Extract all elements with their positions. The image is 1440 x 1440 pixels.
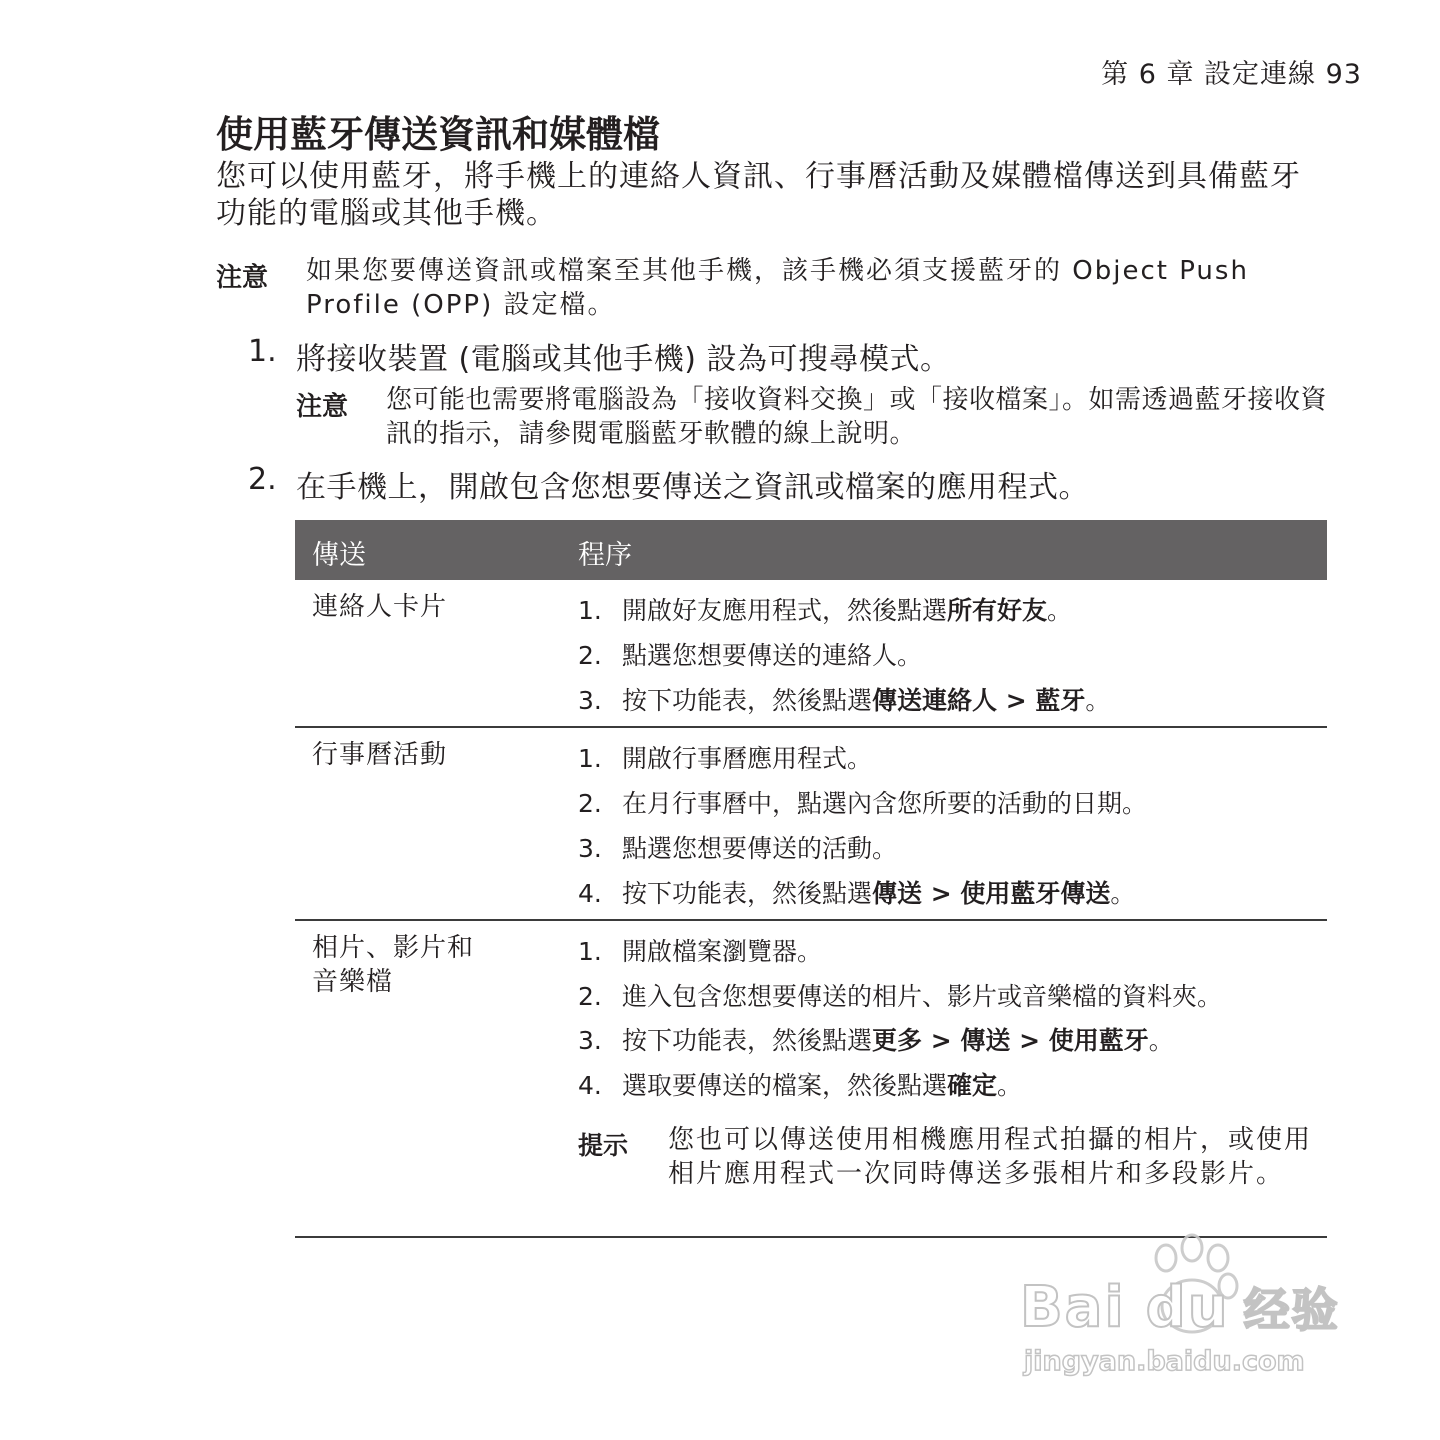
column-header-procedure: 程序 [578,540,632,571]
table-row [295,580,1327,728]
note-label: 注意 [296,392,349,422]
note-text: 您可能也需要將電腦設為「接收資料交換」或「接收檔案」。如需透過藍牙接收資訊的指示，請參閱電腦藍牙軟體的線上說明。 [386,385,1328,449]
row-category: 連絡人卡片 [312,592,448,622]
send-procedure-table [295,520,1327,1238]
column-header-send: 傳送 [312,540,366,571]
procedure-step: 2. 進入包含您想要傳送的相片、影片或音樂檔的資料夾。 [578,982,1223,1011]
procedure-step: 1. 開啟檔案瀏覽器。 [578,937,823,966]
procedure-step: 4. 按下功能表，然後點選傳送 > 使用藍牙傳送。 [578,879,1136,908]
note-text: 如果您要傳送資訊或檔案至其他手機，該手機必須支援藍牙的 Object Push Profile (OPP) 設定檔。 [306,256,1249,320]
table-row [295,921,1327,1238]
section-title: 使用藍牙傳送資訊和媒體檔 [216,113,660,156]
watermark-url: jingyan.baidu.com [1024,1346,1305,1377]
procedure-step: 2. 點選您想要傳送的連絡人。 [578,641,923,670]
row-category: 相片、影片和音樂檔 [312,933,475,997]
procedure-step: 3. 按下功能表，然後點選傳送連絡人 > 藍牙。 [578,686,1111,715]
baidu-jingyan-watermark [1020,1228,1360,1388]
table-row [295,728,1327,921]
table-header [295,520,1327,580]
watermark-brand-du: du [1145,1275,1230,1340]
watermark-cn: 经验 [1243,1283,1340,1337]
tip-label: 提示 [578,1131,629,1160]
step-text: 將接收裝置 (電腦或其他手機) 設為可搜尋模式。 [296,342,951,377]
row-category: 行事曆活動 [312,740,448,770]
procedure-step: 2. 在月行事曆中，點選內含您所要的活動的日期。 [578,789,1148,818]
procedure-step: 4. 選取要傳送的檔案，然後點選確定。 [578,1071,1023,1100]
procedure-step: 1. 開啟行事曆應用程式。 [578,744,873,773]
tip-text: 您也可以傳送使用相機應用程式拍攝的相片，或使用相片應用程式一次同時傳送多張相片和多段影片。 [668,1125,1313,1189]
watermark-brand: Bai [1020,1275,1126,1340]
procedure-step: 3. 點選您想要傳送的活動。 [578,834,898,863]
procedure-step: 3. 按下功能表，然後點選更多 > 傳送 > 使用藍牙。 [578,1026,1174,1055]
step-number: 1. [248,334,277,369]
procedure-step: 1. 開啟好友應用程式，然後點選所有好友。 [578,596,1073,625]
step-number: 2. [248,462,277,497]
intro-paragraph: 您可以使用藍牙，將手機上的連絡人資訊、行事曆活動及媒體檔傳送到具備藍牙功能的電腦或其他手機。 [216,159,1301,231]
step-text: 在手機上，開啟包含您想要傳送之資訊或檔案的應用程式。 [296,470,1089,505]
page-header: 第 6 章 設定連線 93 [1101,59,1362,90]
note-label: 注意 [216,263,269,293]
